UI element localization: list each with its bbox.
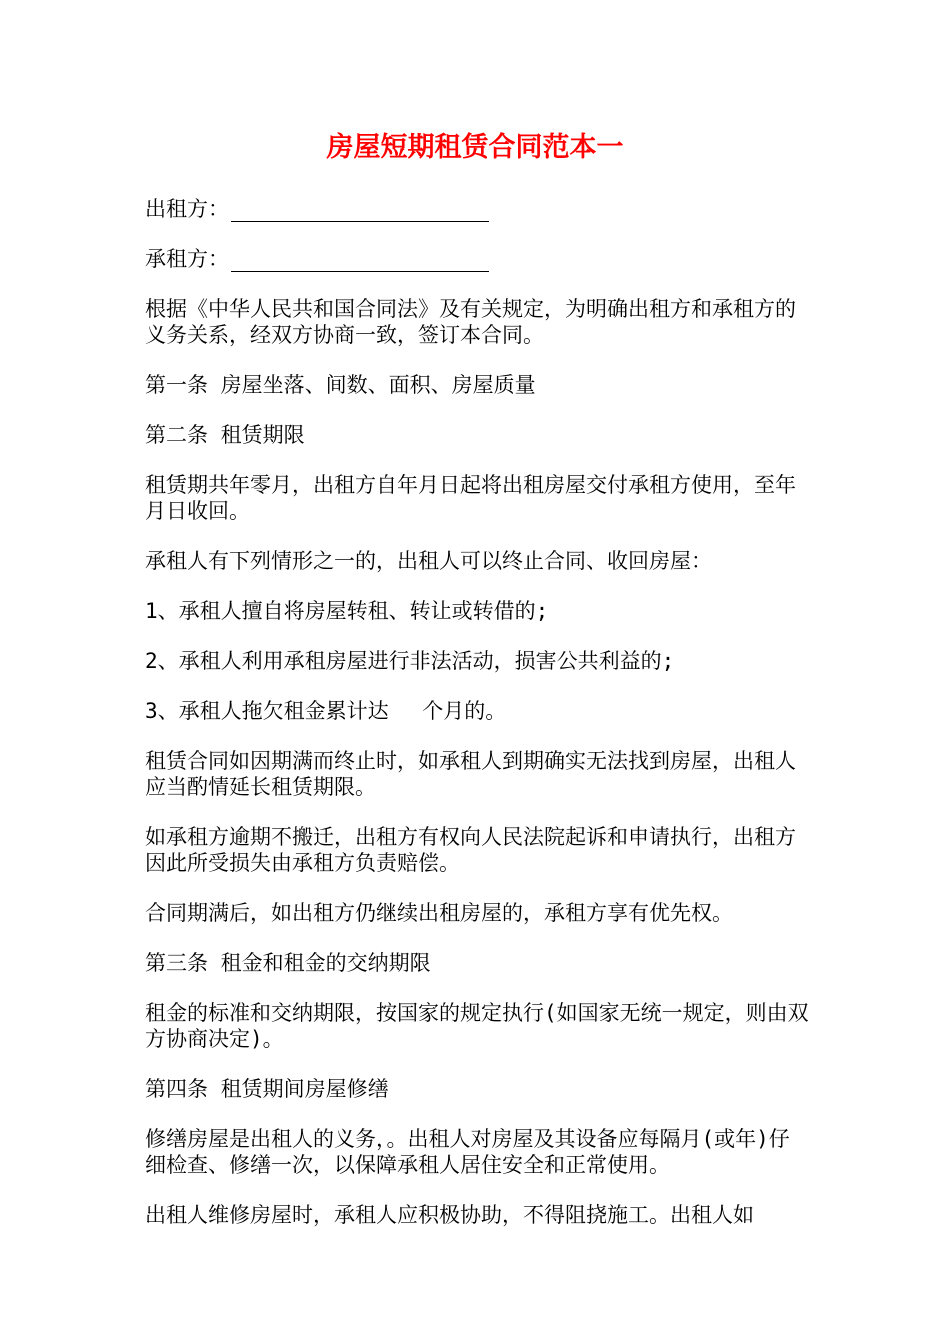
article-4-heading: 第四条 租赁期间房屋修缮 [145,1077,389,1101]
lessor-blank-line [231,201,489,222]
paragraph-eviction: 如承租方逾期不搬迁，出租方有权向人民法院起诉和申请执行，出租方因此所受损失由承租方负责赔偿。 [145,825,796,875]
paragraph-preamble: 根据《中华人民共和国合同法》及有关规定，为明确出租方和承租方的义务关系，经双方协商一致，签订本合同。 [145,297,796,347]
list-item-1: 1、承租人擅自将房屋转租、转让或转借的; [145,599,549,623]
lessee-label: 承租方： [145,247,229,271]
list-item-3: 3、承租人拖欠租金累计达 个月的。 [145,699,507,723]
paragraph-termination-intro: 承租人有下列情形之一的，出租人可以终止合同、收回房屋： [145,549,712,573]
paragraph-extension: 租赁合同如因期满而终止时，如承租人到期确实无法找到房屋，出租人应当酌情延长租赁期限。 [145,749,796,799]
list-item-2: 2、承租人利用承租房屋进行非法活动，损害公共利益的; [145,649,675,673]
lessee-field [145,246,810,272]
article-2-heading: 第二条 租赁期限 [145,423,305,447]
lessee-blank-line [231,251,489,272]
document-body [145,196,810,1252]
paragraph-repair-duty: 修缮房屋是出租人的义务，。出租人对房屋及其设备应每隔月(或年)仔细检查、修缮一次，以保障承租人居住安全和正常使用。 [145,1127,790,1177]
paragraph-lease-term: 租赁期共年零月，出租方自年月日起将出租房屋交付承租方使用，至年月日收回。 [145,473,796,523]
paragraph-priority: 合同期满后，如出租方仍继续出租房屋的，承租方享有优先权。 [145,901,733,925]
document-title: 房屋短期租赁合同范本一 [326,132,624,163]
lessor-label: 出租方： [145,197,229,221]
lessor-field [145,196,810,222]
article-3-heading: 第三条 租金和租金的交纳期限 [145,951,431,975]
paragraph-repair-cooperation: 出租人维修房屋时，承租人应积极协助，不得阻挠施工。出租人如 [145,1203,754,1227]
article-1-heading: 第一条 房屋坐落、间数、面积、房屋质量 [145,373,536,397]
paragraph-rent-standard: 租金的标准和交纳期限，按国家的规定执行(如国家无统一规定，则由双方协商决定)。 [145,1001,809,1051]
